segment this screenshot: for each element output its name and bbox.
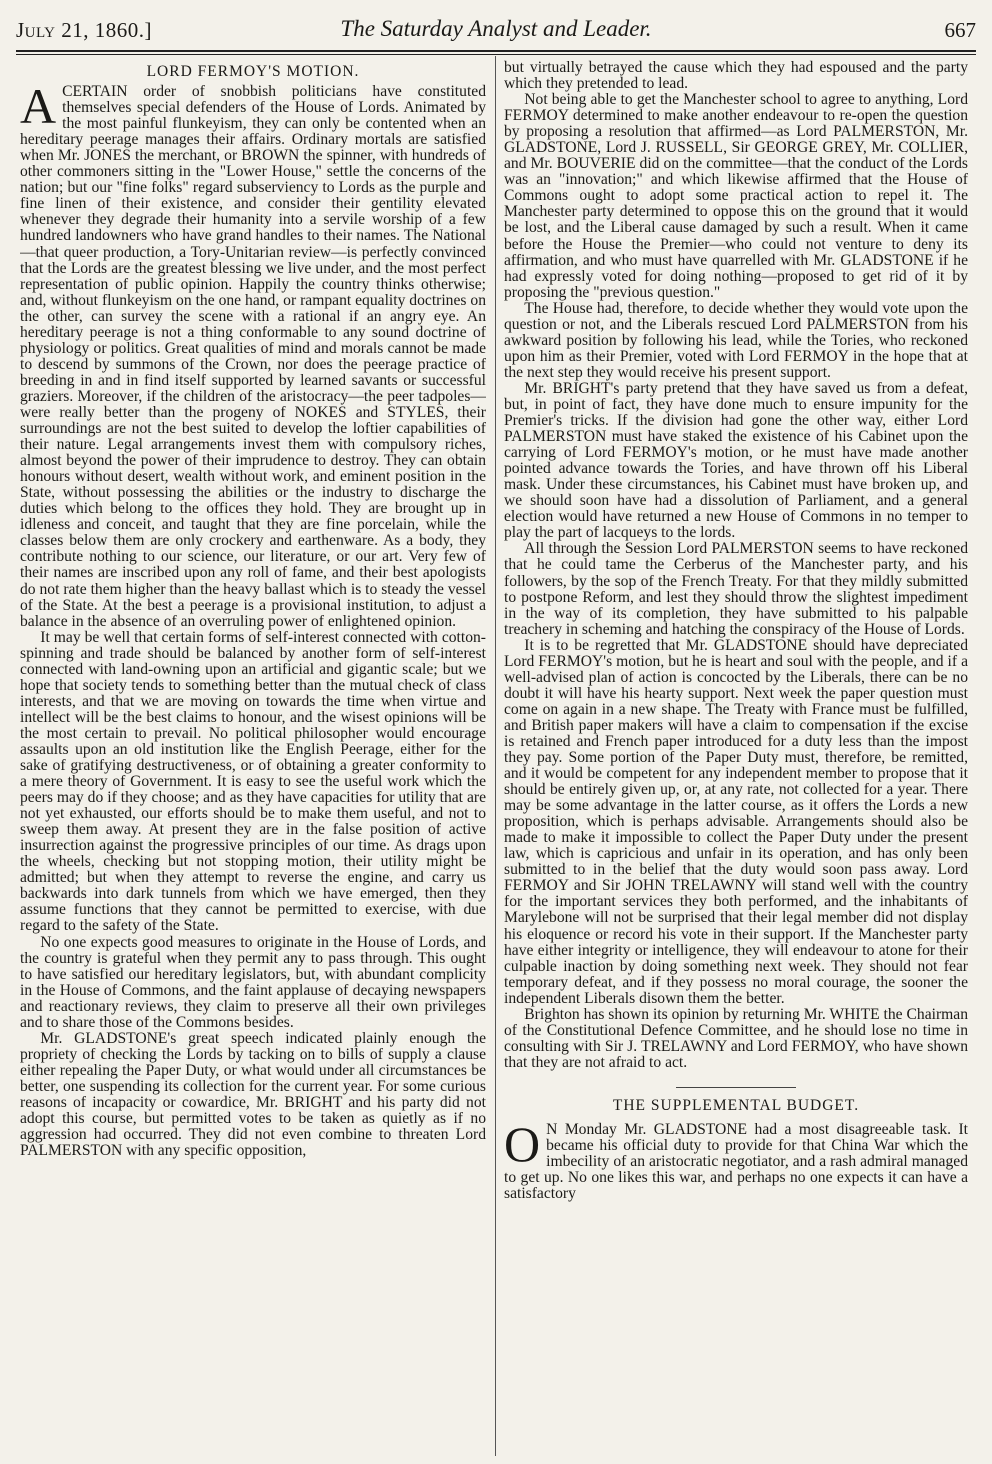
article-paragraph: The House had, therefore, to decide whether they would vote upon the question or not, and the Liberals rescued Lord PALMERSTON from his awkward position by following his lead, while the Tories, who reckoned upon him as their Premier, voted with Lord FERMOY in the hope that at the next step they would receive his present support. [504, 299, 968, 381]
section-divider [676, 1087, 796, 1088]
publication-title: The Saturday Analyst and Leader. [340, 16, 652, 41]
article-paragraph: All through the Session Lord PALMERSTON seems to have reckoned that he could tame the Cerberus of the Manchester party, and his followers, by the sop of the French Treaty. For that they mildly submitted to postpone Reform, and lest they should throw the slightest impediment in the way of its completion, they have submitted to his palpable treachery in scheming and hatching the conspiracy of the House of Lords. [504, 540, 968, 638]
article-paragraph: Not being able to get the Manchester school to agree to anything, Lord FERMOY determined to make another endeavour to re-open the question by proposing a resolution that affirmed—as Lord PALMERSTON, Mr. GLADSTONE, Lord J. RUSSELL, Sir GEORGE GREY, Mr. COLLIER, and Mr. BOUVERIE did on the committee—that the conduct of the Lords was an "innovation;" and which likewise affirmed that the House of Commons ought to adopt some practical action to repel it. The Manchester party determined to oppose this on the ground that it would be lost, and the Liberal cause damaged by such a result. When it came before the House the Premier—who could not venture to deny its affirmation, and who must have quarrelled with Mr. GLADSTONE if he had expressly voted for doing nothing—proposed to get rid of it by proposing the "previous question." [504, 91, 968, 301]
article-paragraph: It is to be regretted that Mr. GLADSTONE should have depreciated Lord FERMOY's motion, but he is heart and soul with the people, and if a well-advised plan of action is concocted by the Liberals, there can be no doubt it will have his hearty support. Next week the paper question must come on again in a new shape. The Treaty with France must be fulfilled, and British paper makers will have a claim to compensation if the excise is retained and French paper introduced for a duty less than the impost they pay. Some portion of the Paper Duty must, therefore, be remitted, and it would be competent for any independent member to propose that it should be entirely given up, or, at any rate, not collected for a year. There may be some advantage in the latter course, as it offers the Lords a new proposition, which is perhaps advisable. Arrangements should also be made to make it impossible to collect the Paper Duty under the present law, which is capricious and unfair in its operation, and has only been submitted to in the belief that the duty would soon pass away. Lord FERMOY and Sir JOHN TRELAWNY will stand well with the country for the important services they both performed, and the inhabitants of Marylebone will not be surprised that their legal member did not display his eloquence or record his vote in their support. If the Manchester party have either integrity or intelligence, they will endeavour to atone for their culpable inaction by doing something next week. They should not fear temporary defeat, and if they possess no moral courage, the sooner the independent Liberals disown them the better. [504, 636, 968, 1007]
column-divider [495, 56, 496, 1456]
article-paragraph: O N Monday Mr. GLADSTONE had a most disagreeable task. It became his official duty to provide for that China War which the imbecility of an aristocratic negotiator, and a rash admiral managed to get up. No one likes this war, and perhaps no one expects it can have a satisfactory [504, 1116, 968, 1203]
page-header [16, 14, 976, 48]
article-paragraph: No one expects good measures to originate in the House of Lords, and the country is grateful when they permit any to pass through. This ought to have satisfied our hereditary legislators, but, with abundant complicity in the House of Commons, and the faint applause of decaying newspapers and reactionary reviews, they claim to preserve all their own privileges and to share those of the Commons besides. [20, 933, 486, 1031]
right-column [504, 60, 968, 1456]
page-number: 667 [944, 18, 976, 42]
article-paragraph: ACERTAIN order of snobbish politicians have constituted themselves special defenders of the House of Lords. Animated by the most painful flunkeyism, they can only be contented when an hereditary peerage manages their affairs. Ordinary mortals are satisfied when Mr. JONES the merchant, or BROWN the spinner, with hundreds of other commoners sitting in the "Lower House," settle the concerns of the nation; but our "fine folks" regard subserviency to Lords as the purple and fine linen of their existence, and consider their gentility elevated whenever they degrade their humanity into a servile worship of a few hundred landowners who have grand handles to their names. The National—that queer production, a Tory-Unitarian review—is perfectly convinced that the Lords are the greatest blessing we live under, and the most perfect representation of public opinion. Happily the country thinks otherwise; and, without flunkeyism on the one hand, or rampant equality doctrines on the other, can survey the scene with a rational if an angry eye. An hereditary peerage is not a thing conformable to any sound doctrine of physiology or politics. Great qualities of mind and morals cannot be made to descend by summons of the Crown, nor does the peerage practice of breeding in and in find itself supported by learned savants or successful graziers. Moreover, if the children of the aristocracy—the peer tadpoles—were really better than the progeny of NOKES and STYLES, their surroundings are not the best suited to develop the loftier capabilities of their nature. Legal arrangements invest them with compulsory riches, almost beyond the power of their imprudence to destroy. They can obtain honours without desert, wealth without work, and eminent position in the State, without possessing the abilities or the industry to discharge the duties which belong to the offices they hold. They are brought up in idleness and conceit, and taught that they are fine porcelain, while the classes below them are only crockery and earthenware. As a body, they contribute nothing to our science, our literature, or our art. Very few of their names are inscribed upon any roll of fame, and their best apologists do not rate them higher than the heavy ballast which is to steady the vessel of the State. At the best a peerage is a provisional institution, to adjust a balance in the absence of an overruling power of enlightened opinion. [20, 78, 486, 630]
drop-cap: O [504, 1116, 541, 1172]
issue-date: July 21, 1860.] [16, 18, 152, 42]
left-column [20, 60, 486, 1456]
article-paragraph: Mr. GLADSTONE's great speech indicated plainly enough the propriety of checking the Lords by tacking on to bills of supply a clause either repealing the Paper Duty, or what would under all circumstances be better, one suspending its collection for the current year. For some curious reasons of incapacity or cowardice, Mr. BRIGHT and his party did not adopt this course, but permitted votes to be taken as quietly as if no aggression had occurred. They did not even combine to threaten Lord PALMERSTON with any specific opposition, [20, 1029, 486, 1160]
header-rule [16, 50, 976, 55]
article-title-budget: THE SUPPLEMENTAL BUDGET. [612, 1096, 860, 1114]
article-paragraph: It may be well that certain forms of self-interest connected with cotton-spinning and trade should be balanced by another form of self-interest connected with land-owning upon an artificial and gigantic scale; but we hope that society tends to something better than the mutual check of class interests, and that we are moving on towards the time when virtue and intellect will be the best claims to honour, and the wisest opinions will be the most certain to prevail. No political philosopher would encourage assaults upon an old institution like the English Peerage, either for the sake of gratifying destructiveness, or of obtaining a greater conformity to a mere theory of Government. It is easy to see the useful work which the peers may do if they choose; and as they have capacities for utility that are not yet exhausted, our efforts should be to make them useful, and not to sweep them away. At present they are in the false position of active insurrection against the progressive principles of our time. As drags upon the wheels, checking but not stopping motion, their utility might be admitted; but when they attempt to reverse the engine, and carry us backwards into dark tunnels from which we have emerged, then they assume functions that they cannot be permitted to exercise, with due regard to the safety of the State. [20, 628, 486, 935]
article-paragraph: but virtually betrayed the cause which they had espoused and the party which they pretended to lead. [504, 60, 968, 93]
article-title-fermoy: LORD FERMOY'S MOTION. [146, 63, 360, 80]
article-paragraph: Mr. BRIGHT's party pretend that they have saved us from a defeat, but, in point of fact, they have done much to ensure impunity for the Premier's tricks. If the division had gone the other way, either Lord PALMERSTON must have staked the existence of his Cabinet upon the carrying of Lord FERMOY's motion, or he must have made another pointed advance towards the Tories, and have thrown off his Liberal mask. Under these circumstances, his Cabinet must have broken up, and we should soon have had a dissolution of Parliament, and a general election would have returned a new House of Commons in no temper to play the part of lacqueys to the lords. [504, 379, 968, 542]
article-paragraph: Brighton has shown its opinion by returning Mr. WHITE the Chairman of the Constitutional Defence Committee, and he should lose no time in consulting with Sir J. TRELAWNY and Lord FERMOY, who have shown that they are not afraid to act. [504, 1005, 968, 1071]
drop-cap: A [20, 78, 57, 135]
